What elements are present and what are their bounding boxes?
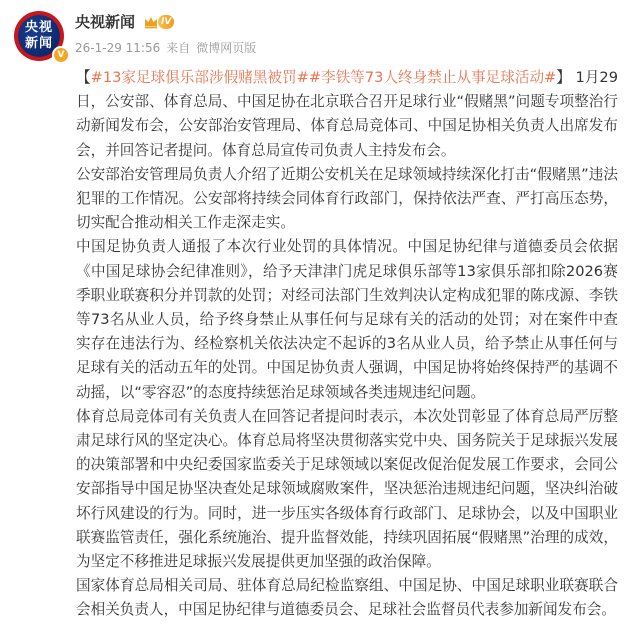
paragraph-3: 中国足协负责人通报了本次行业处罚的具体情况。中国足协纪律与道德委员会依据《中国足球协会纪律准则》，给予天津津门虎足球俱乐部等13家俱乐部扣除2026赛季职业联赛积分并罚款的处罚；对经司法部门生效判决认定构成犯罪的陈戌源、李铁等73名从业人员，给予终身禁止从事任何与足球有关的活动的处罚；对在案件中查实存在违法行为、经检察机关依法决定不起诉的3名从业人员，给予禁止从事任何与足球有关的活动五年的处罚。中国足协负责人强调，中国足协将始终保持严的基调不动摇，以“零容忍”的态度持续惩治足球领域各类违规违纪问题。: [76, 238, 618, 401]
paragraph-1-text: 1月29日，公安部、体育总局、中国足协在北京联合召开足球行业“假赌黑”问题专项整治行动新闻发布会，公安部治安管理局、体育总局竞体司、中国足协相关负责人出席发布会，并回答记者提问。体育总局宣传司负责人主持发布会。: [76, 69, 618, 159]
topic-link-1[interactable]: #13家足球俱乐部涉假赌黑被罚#: [90, 69, 309, 86]
avatar-logo-text-bottom: 新闻: [24, 36, 53, 51]
verified-badge-icon: V: [52, 46, 70, 64]
post-time[interactable]: 26-1-29 11:56: [75, 41, 161, 55]
author-name[interactable]: 央视新闻: [75, 13, 136, 31]
user-level-badge: IV: [158, 15, 174, 29]
paragraph-2: 公安部治安管理局负责人介绍了近期公安机关在足球领域持续深化打击“假赌黑”违法犯罪的工作情况。公安部将持续会同体育行政部门，保持依法严查、严打高压态势，切实配合推动相关工作走深走实。: [76, 165, 618, 232]
paragraph-1: 【#13家足球俱乐部涉假赌黑被罚##李铁等73人终身禁止从事足球活动#】 1月29日，公安部、体育总局、中国足协在北京联合召开足球行业“假赌黑”问题专项整治行动新闻发布会，公安部治安管理局、体育总局竞体司、中国足协相关负责人出席发布会，并回答记者提问。体育总局宣传司负责人主持发布会。: [76, 69, 618, 159]
paragraph-5: 国家体育总局相关司局、驻体育总局纪检监察组、中国足协、中国足球职业联赛联合会相关负责人，中国足协纪律与道德委员会、足球社会监督员代表参加新闻发布会。: [76, 577, 618, 619]
post-content: [76, 66, 618, 623]
avatar-logo-text-top: 央视: [24, 20, 53, 35]
post-source[interactable]: 微博网页版: [196, 41, 257, 55]
paragraph-4: 体育总局竞体司有关负责人在回答记者提问时表示，本次处罚彰显了体育总局严厉整肃足球行风的坚定决心。体育总局将坚决贯彻落实党中央、国务院关于足球振兴发展的决策部署和中央纪委国家监委关于足球领域以案促改促治促发展工作要求，会同公安部指导中国足协坚决查处足球领域腐败案件，坚决惩治违规违纪问题，坚决纠治破坏行风建设的行为。同时，进一步压实各级体育行政部门、足球协会，以及中国职业联赛监管责任，强化系统施治、提升监督效能，持续巩固拓展“假赌黑”治理的成效，为坚定不移推进足球振兴发展提供更加坚强的政治保障。: [76, 407, 618, 571]
vip-crown-icon: [143, 14, 159, 30]
post-meta: [75, 40, 262, 56]
topic-link-2[interactable]: #李铁等73人终身禁止从事足球活动#: [308, 69, 557, 86]
source-prefix: 来自: [166, 41, 191, 55]
